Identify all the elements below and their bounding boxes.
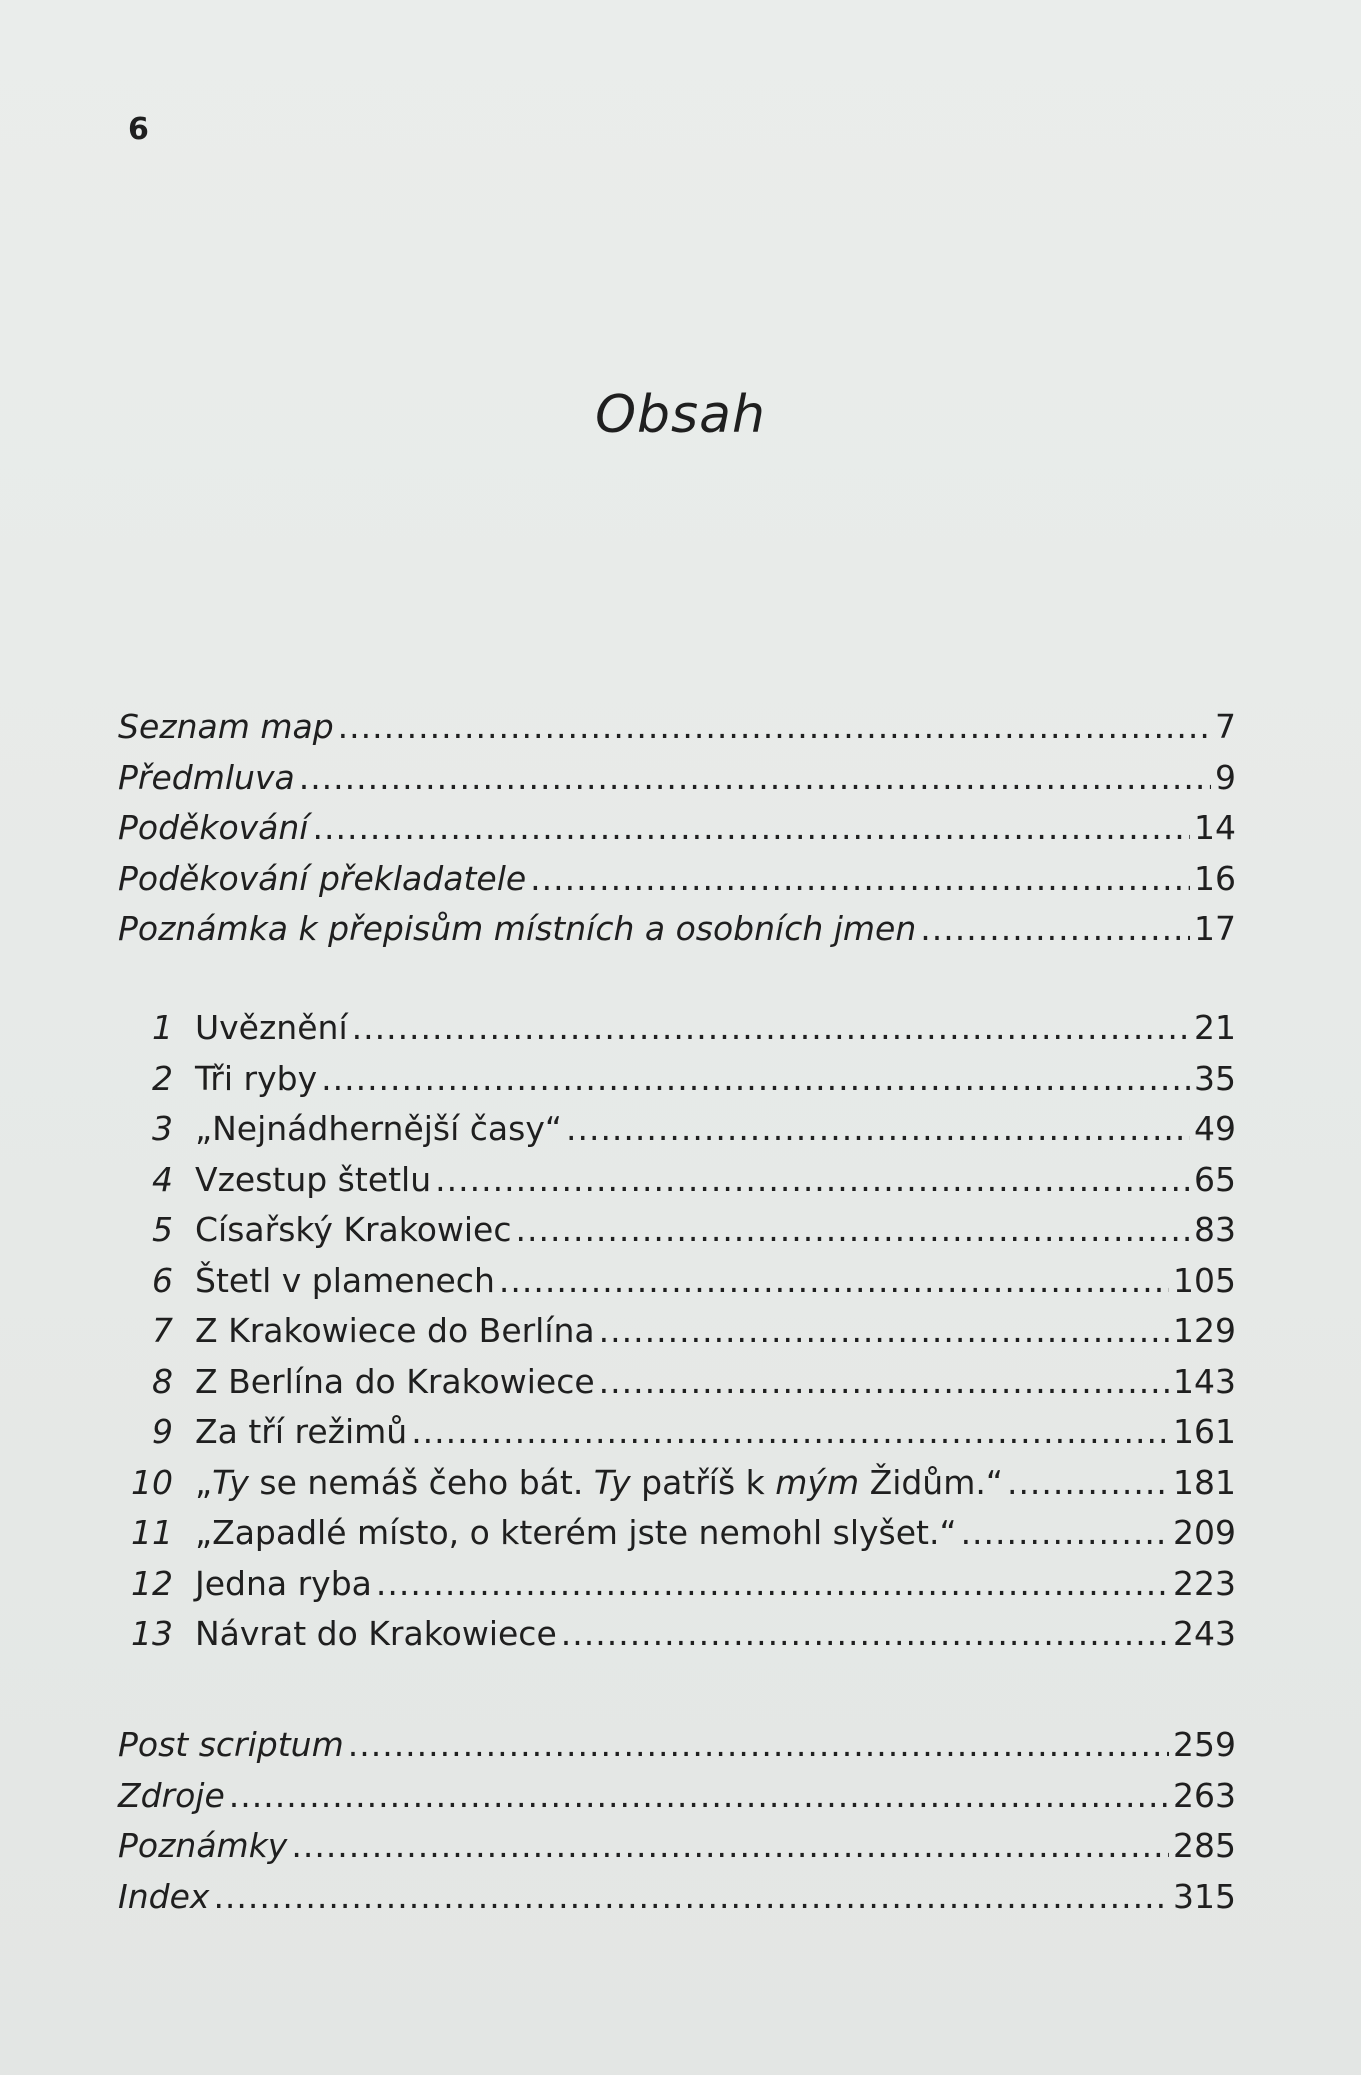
chapter-number: 5 bbox=[152, 1210, 173, 1249]
chapter-page: 35 bbox=[1194, 1058, 1236, 1098]
chapter-number: 2 bbox=[152, 1058, 173, 1098]
toc-entry-page: 16 bbox=[1194, 858, 1236, 898]
chapter-title-part: patříš k bbox=[630, 1462, 776, 1502]
toc-leader-dots bbox=[920, 909, 1190, 948]
toc-leader-dots bbox=[213, 1877, 1169, 1916]
toc-leader-dots bbox=[352, 1008, 1190, 1047]
toc-chapter bbox=[118, 1362, 1236, 1413]
chapter-page: 181 bbox=[1173, 1462, 1236, 1502]
chapter-title: Štetl v plamenech bbox=[195, 1260, 495, 1300]
chapter-title: „Nejnádhernější časy“ bbox=[195, 1109, 562, 1148]
chapter-title-part: „ bbox=[195, 1462, 213, 1502]
chapter-page: 21 bbox=[1194, 1008, 1236, 1047]
chapter-number: 7 bbox=[152, 1311, 173, 1350]
chapter-page: 49 bbox=[1194, 1109, 1236, 1148]
toc-leader-dots bbox=[312, 808, 1190, 847]
chapter-title-part: Židům.“ bbox=[859, 1462, 1003, 1502]
toc-entry bbox=[118, 909, 1236, 960]
chapter-page: 223 bbox=[1173, 1563, 1236, 1603]
toc-entry-label: Index bbox=[118, 1876, 210, 1916]
toc-entry bbox=[118, 1826, 1236, 1877]
toc-leader-dots bbox=[321, 1059, 1190, 1098]
toc-chapter bbox=[118, 1513, 1236, 1564]
toc-leader-dots bbox=[1007, 1463, 1169, 1502]
chapter-title: Za tří režimů bbox=[195, 1412, 408, 1451]
toc-leader-dots bbox=[411, 1412, 1169, 1451]
toc-chapters bbox=[118, 1008, 1236, 1665]
chapter-page: 65 bbox=[1194, 1159, 1236, 1199]
chapter-number: 13 bbox=[131, 1614, 173, 1653]
chapter-number: 6 bbox=[152, 1260, 173, 1300]
chapter-page: 161 bbox=[1173, 1412, 1236, 1451]
chapter-title-emphasis: mým bbox=[775, 1462, 860, 1502]
toc-leader-dots bbox=[561, 1614, 1169, 1653]
chapter-title: Císařský Krakowiec bbox=[195, 1210, 512, 1249]
chapter-title: Tři ryby bbox=[195, 1058, 318, 1098]
chapter-number: 4 bbox=[152, 1159, 173, 1199]
chapter-number: 11 bbox=[131, 1513, 173, 1552]
toc-front-matter bbox=[118, 707, 1236, 960]
toc-leader-dots bbox=[299, 758, 1211, 797]
chapter-number: 10 bbox=[131, 1462, 173, 1502]
toc-entry-page: 14 bbox=[1194, 808, 1236, 847]
toc-entry-page: 9 bbox=[1215, 757, 1236, 797]
toc-leader-dots bbox=[961, 1513, 1169, 1552]
toc-entry-page: 7 bbox=[1215, 707, 1236, 746]
toc-chapter bbox=[118, 1564, 1236, 1615]
toc-entry bbox=[118, 859, 1236, 910]
toc-entry-label: Předmluva bbox=[118, 757, 295, 797]
toc-entry-label: Seznam map bbox=[118, 707, 334, 746]
toc-chapter bbox=[118, 1160, 1236, 1211]
chapter-title: Z Krakowiece do Berlína bbox=[195, 1311, 595, 1350]
chapter-page: 143 bbox=[1173, 1361, 1236, 1401]
chapter-page: 105 bbox=[1173, 1260, 1236, 1300]
chapter-number: 12 bbox=[131, 1563, 173, 1603]
toc-chapter bbox=[118, 1311, 1236, 1362]
toc-leader-dots bbox=[516, 1210, 1191, 1249]
toc-leader-dots bbox=[599, 1362, 1169, 1401]
chapter-title: Jedna ryba bbox=[195, 1563, 372, 1603]
chapter-title bbox=[195, 1463, 1003, 1502]
toc-entry-label: Post scriptum bbox=[118, 1725, 344, 1764]
chapter-page: 129 bbox=[1173, 1311, 1236, 1350]
chapter-title: Z Berlína do Krakowiece bbox=[195, 1361, 595, 1401]
toc-leader-dots bbox=[566, 1109, 1190, 1148]
chapter-number: 3 bbox=[152, 1109, 173, 1148]
toc-leader-dots bbox=[229, 1776, 1169, 1815]
toc-back-matter bbox=[118, 1725, 1236, 1927]
toc-entry bbox=[118, 808, 1236, 859]
toc-entry bbox=[118, 707, 1236, 758]
toc-chapter bbox=[118, 1008, 1236, 1059]
chapter-title-emphasis: Ty bbox=[212, 1462, 249, 1502]
toc-leader-dots bbox=[530, 859, 1190, 898]
toc-chapter bbox=[118, 1412, 1236, 1463]
chapter-number: 1 bbox=[152, 1008, 173, 1047]
toc-chapter bbox=[118, 1210, 1236, 1261]
toc-leader-dots bbox=[348, 1725, 1169, 1764]
chapter-title: Uvěznění bbox=[195, 1008, 348, 1047]
toc-chapter bbox=[118, 1614, 1236, 1665]
toc-entry-label: Poděkování překladatele bbox=[118, 858, 527, 898]
toc-chapter bbox=[118, 1463, 1236, 1514]
toc-entry-label: Poděkování bbox=[118, 808, 309, 847]
toc-chapter bbox=[118, 1261, 1236, 1312]
toc-leader-dots bbox=[435, 1160, 1190, 1199]
toc-entry-label: Zdroje bbox=[118, 1775, 225, 1815]
toc-entry-page: 285 bbox=[1173, 1826, 1236, 1865]
toc-entry-page: 259 bbox=[1173, 1725, 1236, 1764]
toc-chapter bbox=[118, 1109, 1236, 1160]
toc-entry-page: 315 bbox=[1173, 1876, 1236, 1916]
toc-entry-page: 263 bbox=[1173, 1775, 1236, 1815]
chapter-title-part: se nemáš čeho bát. bbox=[248, 1462, 594, 1502]
chapter-number: 8 bbox=[152, 1361, 173, 1401]
chapter-title: Vzestup štetlu bbox=[195, 1159, 432, 1199]
toc-leader-dots bbox=[338, 707, 1211, 746]
toc-leader-dots bbox=[499, 1261, 1169, 1300]
toc-entry-label: Poznámka k přepisům místních a osobních jmen bbox=[118, 909, 917, 948]
toc-leader-dots bbox=[291, 1826, 1169, 1865]
toc-leader-dots bbox=[599, 1311, 1169, 1350]
toc-leader-dots bbox=[376, 1564, 1169, 1603]
toc-entry bbox=[118, 1877, 1236, 1928]
toc-entry bbox=[118, 1776, 1236, 1827]
toc-chapter bbox=[118, 1059, 1236, 1110]
chapter-number: 9 bbox=[152, 1412, 173, 1451]
chapter-title: „Zapadlé místo, o kterém jste nemohl slyšet.“ bbox=[195, 1513, 957, 1552]
toc-entry-label: Poznámky bbox=[118, 1826, 288, 1865]
toc-entry bbox=[118, 1725, 1236, 1776]
page-title: Obsah bbox=[595, 385, 766, 445]
chapter-page: 209 bbox=[1173, 1513, 1236, 1552]
chapter-page: 243 bbox=[1173, 1614, 1236, 1653]
chapter-title-emphasis: Ty bbox=[593, 1462, 631, 1502]
page-number: 6 bbox=[128, 112, 149, 147]
toc-entry-page: 17 bbox=[1194, 909, 1236, 948]
chapter-page: 83 bbox=[1194, 1210, 1236, 1249]
toc-entry bbox=[118, 758, 1236, 809]
chapter-title: Návrat do Krakowiece bbox=[195, 1614, 557, 1653]
